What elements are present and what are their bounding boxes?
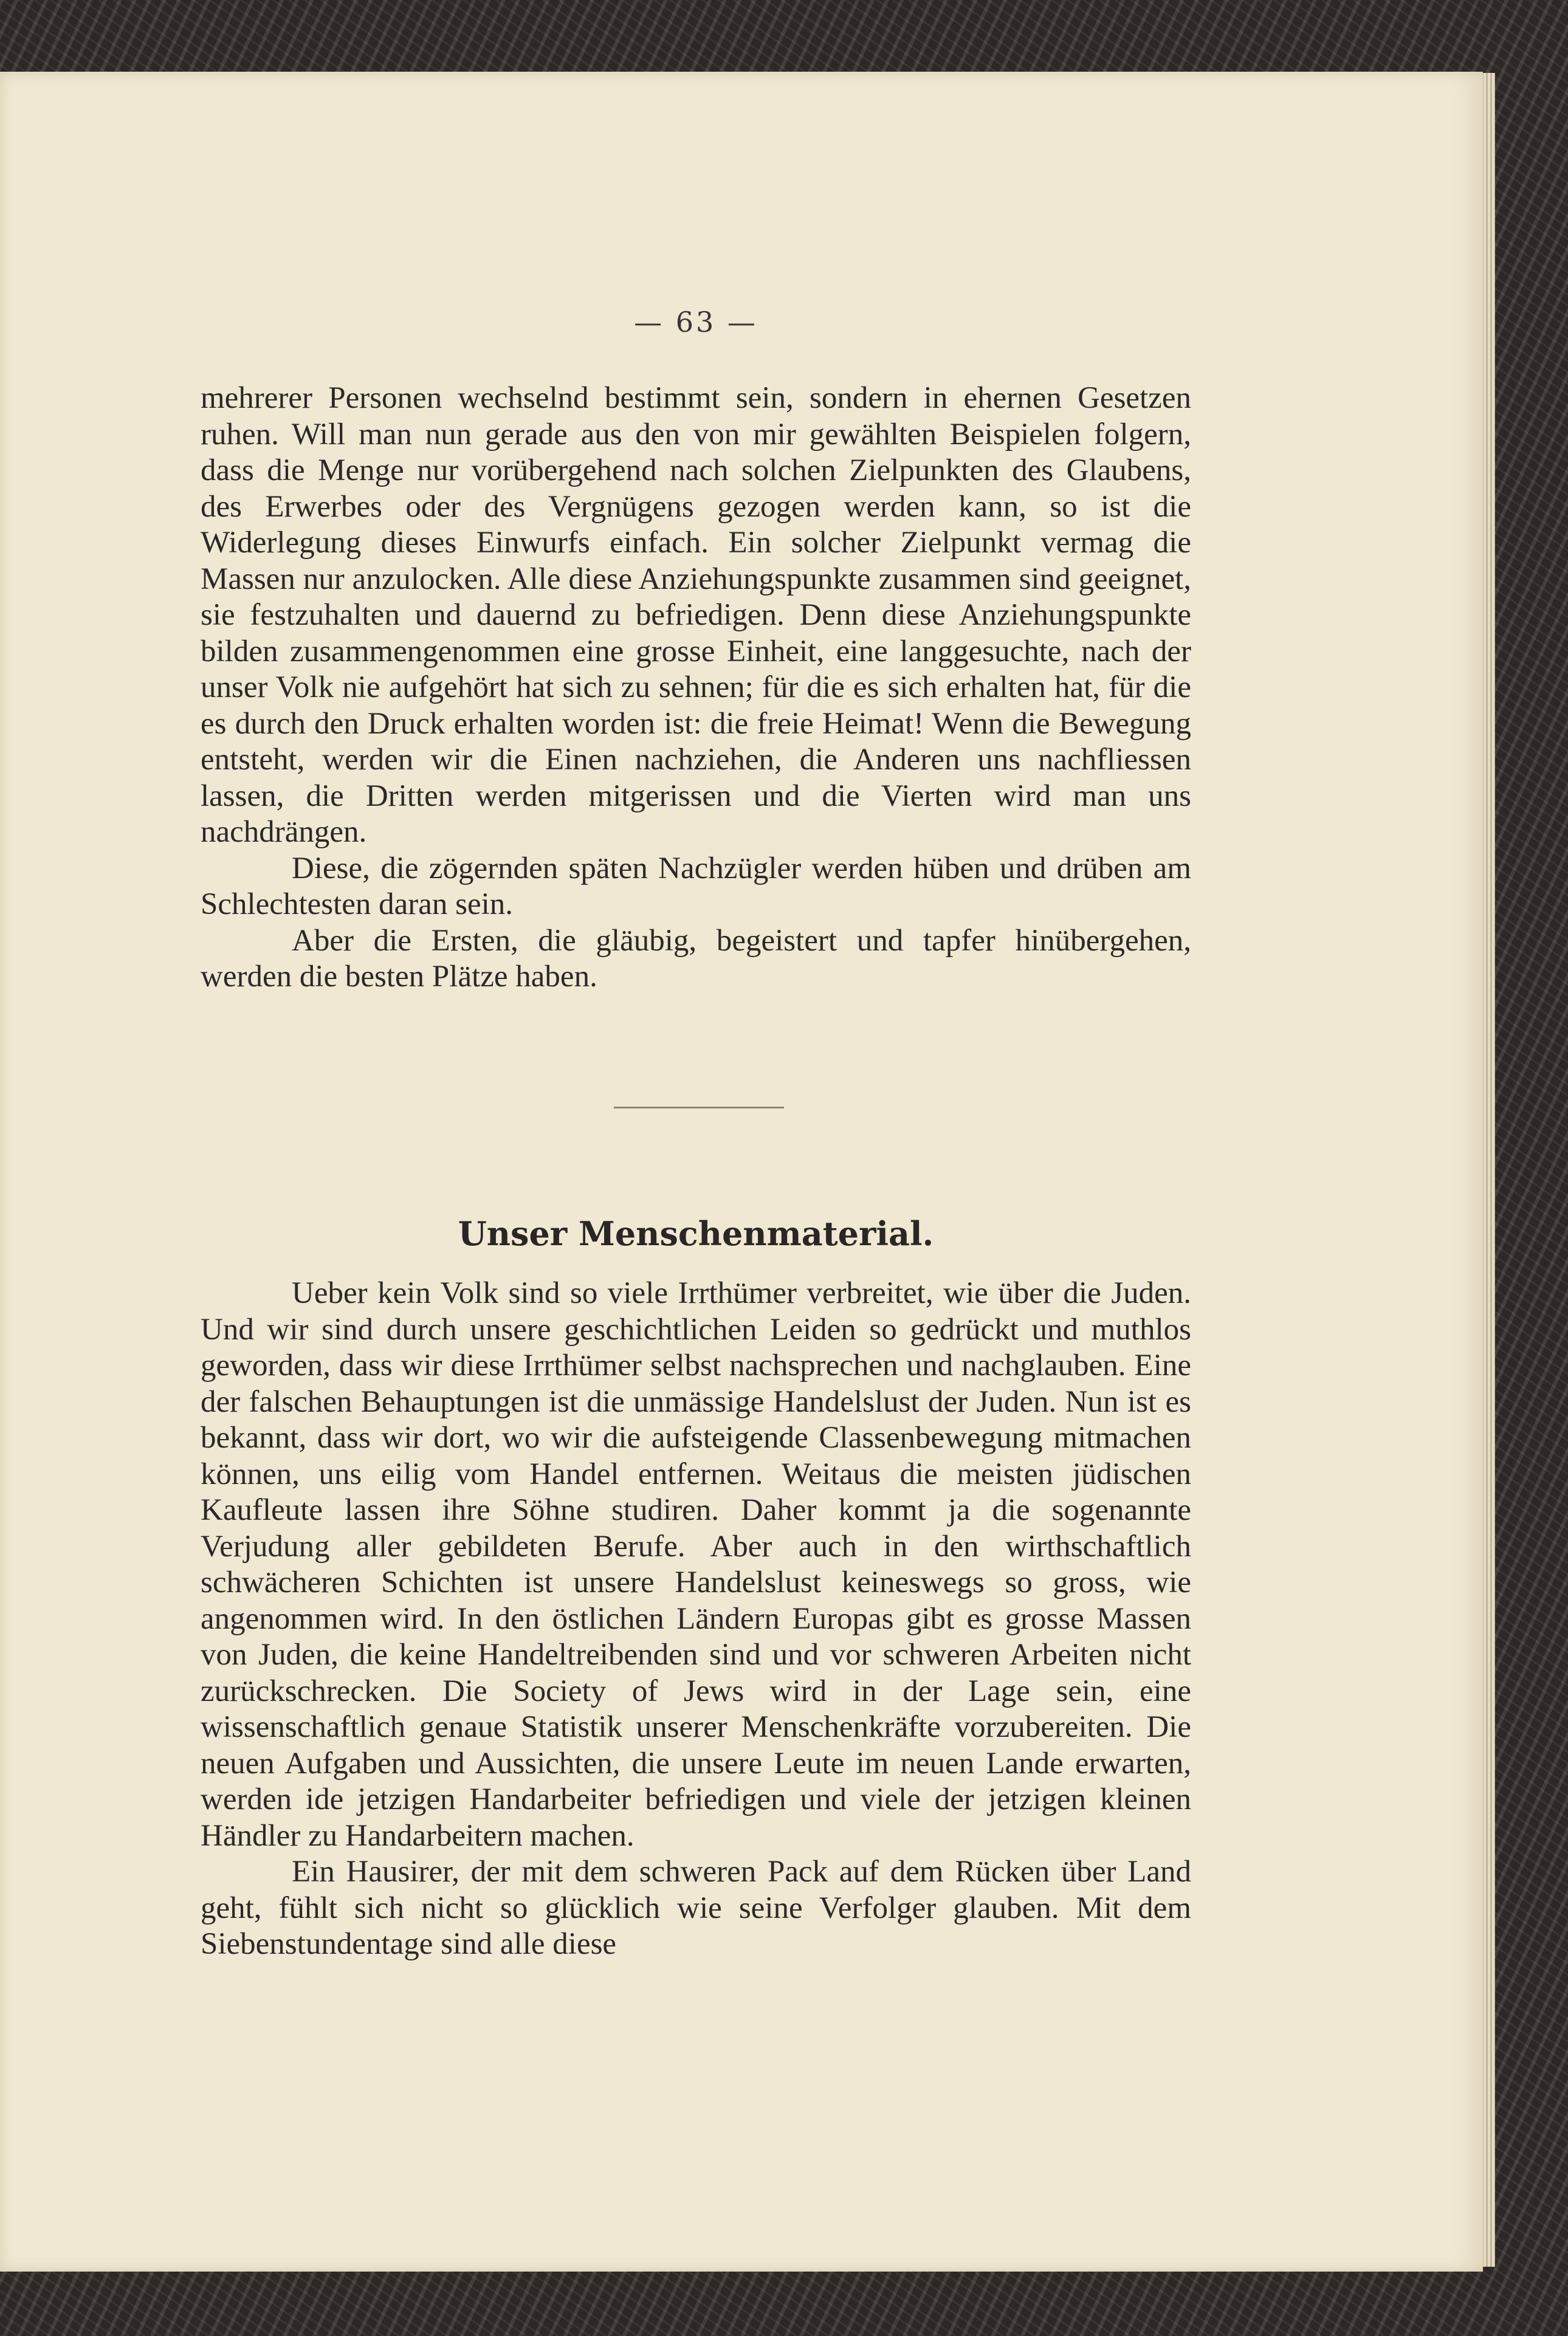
paragraph: Aber die Ersten, die gläubig, begeistert und tapfer hinübergehen, werden die besten Plätze haben. [201, 923, 1191, 994]
section-heading: Unser Menschenmaterial. [458, 1214, 934, 1253]
book-page [0, 72, 1483, 2272]
paragraph: Ueber kein Volk sind so viele Irrthümer verbreitet, wie über die Juden. Und wir sind durch unsere geschichtlichen Leiden so gedrückt und muthlos geworden, dass wir diese Irrthümer selbst nachsprechen und nachglauben. Eine der falschen Behauptungen ist die unmässige Handelslust der Juden. Nun ist es bekannt, dass wir dort, wo wir die aufsteigende Classenbewegung mitmachen können, uns eilig vom Handel entfernen. Weitaus die meisten jüdischen Kaufleute lassen ihre Söhne studiren. Daher kommt ja die sogenannte Verjudung aller gebildeten Berufe. Aber auch in den wirthschaftlich schwächeren Schichten ist unsere Handelslust keineswegs so gross, wie angenommen wird. In den östlichen Ländern Europas gibt es grosse Massen von Juden, die keine Handeltreibenden sind und vor schweren Arbeiten nicht zurückschrecken. Die Society of Jews wird in der Lage sein, eine wissenschaftlich genaue Statistik unserer Menschenkräfte vorzubereiten. Die neuen Aufgaben und Aussichten, die unsere Leute im neuen Lande erwarten, werden ide jetzigen Handarbeiter befriedigen und viele der jetzigen kleinen Händler zu Handarbeitern machen. [201, 1276, 1191, 1853]
section-divider [614, 1107, 784, 1108]
paragraph: Ein Hausirer, der mit dem schweren Pack auf dem Rücken über Land geht, fühlt sich nicht so glücklich wie seine Verfolger glauben. Mit dem Siebenstundentage sind alle diese [201, 1855, 1191, 1961]
text-section-2 [201, 1276, 1191, 1963]
page-number: — 63 — [634, 306, 758, 338]
paragraph: Diese, die zögernden späten Nachzügler werden hüben und drüben am Schlechtesten daran sein. [201, 851, 1191, 921]
paragraph: mehrerer Personen wechselnd bestimmt sein, sondern in ehernen Gesetzen ruhen. Will man nun gerade aus den von mir gewählten Beispielen folgern, dass die Menge nur vorübergehend nach solchen Zielpunkten des Glaubens, des Erwerbes oder des Vergnügens gezogen werden kann, so ist die Widerlegung dieses Einwurfs einfach. Ein solcher Zielpunkt vermag die Massen nur anzulocken. Alle diese Anziehungspunkte zusammen sind geeignet, sie festzuhalten und dauernd zu befriedigen. Denn diese Anziehungspunkte bilden zusammengenommen eine grosse Einheit, eine langgesuchte, nach der unser Volk nie aufgehört hat sich zu sehnen; für die es sich erhalten hat, für die es durch den Druck erhalten worden ist: die freie Heimat! Wenn die Bewegung entsteht, werden wir die Einen nachziehen, die Anderen uns nachfliessen lassen, die Dritten werden mitgerissen und die Vierten wird man uns nachdrängen. [201, 381, 1191, 849]
text-section-1 [201, 380, 1191, 995]
